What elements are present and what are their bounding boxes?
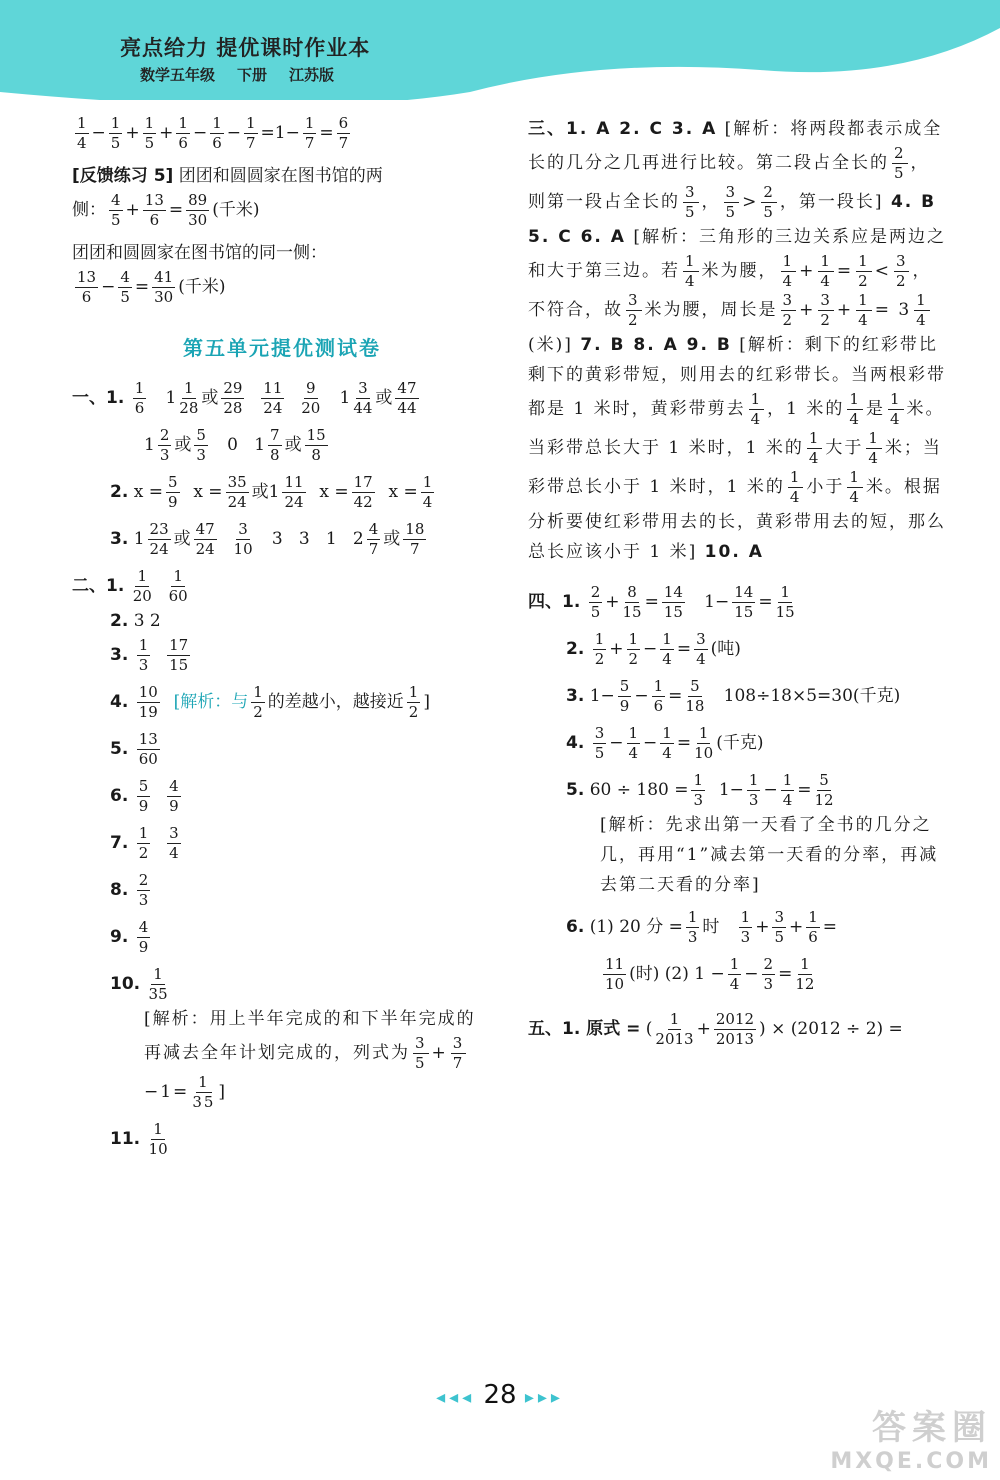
- page-footer: ◂◂◂ 28 ▸▸▸: [436, 1380, 564, 1410]
- feedback-label: [反馈练习 5]: [72, 166, 174, 186]
- right-column: 三、1. A 2. C 3. A [解析：将两段都表示成全长的几分之几再进行比较。第二段占全长的 $\frac{2}{5}$ ，则第一段占全长的 $\frac{3}{5}$ ， $\frac{3}{5}$ > $\frac{2}{5}$ ，第一段长] 4. B 5. C 6. A [解析：三角形的三边关系应是两边之和大于第三边。若 $\frac{1}{4}$ 米为腰， $\frac{1}{4}$ + $\frac{1}{4}$ = $\frac{1}{2}$ < $\frac{3}{2}$ ，不符合，故 $\frac{3}{2}$ 米为腰，周长是 $\frac{3}{2}$ + $\frac{3}{2}$ + $\frac{1}{4}$ = 3 $\frac{1}{4}$ (米)] 7. B 8. A 9. B [解析：剩下的红彩带比剩下的黄彩带短，则用去的红彩带长。当两根彩带都是 1 米时，黄彩带剪去 $\frac{1}{4}$ ，1 米的 $\frac{1}{4}$ 是 $\frac{1}{4}$ 米。当彩带总长大于 1 米时，1 米的 $\frac{1}{4}$ 大于 $\frac{1}{4}$ 米；当彩带总长小于 1 米时，1 米的 $\frac{1}{4}$ 小于 $\frac{1}{4}$ 米。根据分析要使红彩带用去的长，黄彩带用去的短，那么总长应该小于 1 米] 10. A 四、1. $\frac{2}{5}$ + $\frac{8}{15}$ = $\frac{14}{15}$ 1− $\frac{14}{15}$ = $\frac{1}{15}$ 2. $\frac{1}{2}$ + $\frac{1}{2}$ − $\frac{1}{4}$ = $\frac{3}{4}$ (吨) 3. 1− $\frac{5}{9}$ − $\frac{1}{6}$ = $\frac{5}{18}$ 108÷18×5=30(千克) 4. $\frac{3}{5}$ − $\frac{1}{4}$ − $\frac{1}{4}$ = $\frac{1}{10}$ (千克) 5. 60 ÷ 180 = $\frac{1}{3}$ 1− $\frac{1}{3}$ − $\frac{1}{4}$ = $\frac{5}{12}$ [解析：先求出第一天看了全书的几分之几，再用“1”减去第一天看的分率，再减去第二天看的分率] 6. (1) 20 分 = $\frac{1}{3}$ 时 $\frac{1}{3}$ + $\frac{3}{5}$ + $\frac{1}{6}$ = $\frac{11}{10}$ (时) (2) 1 − $\frac{1}{4}$ − $\frac{2}{3}$ = $\frac{1}{12}$ 五、1. 原式 = ( $\frac{1}{2013}$ + $\frac{2012}{2013}$ ) × (2012 ÷ 2) =: [528, 119, 947, 1048]
- watermark-logo: 答案圈 MXQE.COM: [830, 1408, 992, 1474]
- section-title: 第五单元提优测试卷: [183, 336, 381, 360]
- q10-hint: [解析：用上半年完成的和下半年完成的再减去全年计划完成的，列式为 $\frac{3}{5}$ + $\frac{3}{7}$ −1= $\frac{1}{35}$ ]: [144, 1009, 476, 1111]
- same-side-text: 团团和圆圆家在图书馆的同一侧：: [72, 243, 327, 263]
- book-subtitle: 数学五年级 下册 江苏版: [140, 66, 335, 84]
- left-column: $\frac{1}{4}$ − $\frac{1}{5}$ + $\frac{1}{5}$ + $\frac{1}{6}$ − $\frac{1}{6}$ − $\frac{1}{7}$ =1− $\frac{1}{7}$ = $\frac{6}{7}$ [反馈练习 5] 团团和圆圆家在图书馆的两 侧： $\frac{4}{5}$ + $\frac{13}{6}$ = $\frac{89}{30}$ (千米) 团团和圆圆家在图书馆的同一侧： $\frac{13}{6}$ − $\frac{4}{5}$ = $\frac{41}{30}$ (千米) 第五单元提优测试卷 一、1. $\frac{1}{6}$ 1 $\frac{1}{28}$ 或 $\frac{29}{28}$ $\frac{11}{24}$ $\frac{9}{20}$ 1 $\frac{3}{44}$ 或 $\frac{47}{44}$ 1 $\frac{2}{3}$ 或 $\frac{5}{3}$ 0 1 $\frac{7}{8}$ 或 $\frac{15}{8}$ 2. x = $\frac{5}{9}$ x = $\frac{35}{24}$ 或1 $\frac{11}{24}$ x = $\frac{17}{42}$ x = $\frac{1}{4}$ 3. 1 $\frac{23}{24}$ 或 $\frac{47}{24}$ $\frac{3}{10}$ 3 3 1 2 $\frac{4}{7}$ 或 $\frac{18}{7}$ 二、1. $\frac{1}{20}$ $\frac{1}{60}$ 2. 3 2 3. $\frac{1}{3}$ $\frac{17}{15}$ 4. $\frac{10}{19}$ [解析：与 $\frac{1}{2}$ 的差越小，越接近 $\frac{1}{2}$ ] 5. $\frac{13}{60}$ 6. $\frac{5}{9}$ $\frac{4}{9}$ 7. $\frac{1}{2}$ $\frac{3}{4}$ 8. $\frac{2}{3}$ 9. $\frac{4}{9}$ 10. $\frac{1}{35}$ [解析：用上半年完成的和下半年完成的再减去全年计划完成的，列式为 $\frac{3}{5}$ + $\frac{3}{7}$ −1= $\frac{1}{35}$ ] 11. $\frac{1}{10}$: [72, 114, 492, 1159]
- brand-title: 亮点给力 提优课时作业本: [120, 36, 371, 60]
- header-banner: [0, 0, 1000, 100]
- q5-hint: [解析：先求出第一天看了全书的几分之几，再用“1”减去第一天看的分率，再减去第二天看的分率]: [600, 815, 939, 895]
- page-number: 28: [483, 1380, 517, 1410]
- answer-line: $\frac{1}{4}$ − $\frac{1}{5}$ + $\frac{1}{5}$ + $\frac{1}{6}$ − $\frac{1}{6}$ − $\frac{1}{7}$ =1− $\frac{1}{7}$ = $\frac{6}{7}$: [77, 114, 349, 152]
